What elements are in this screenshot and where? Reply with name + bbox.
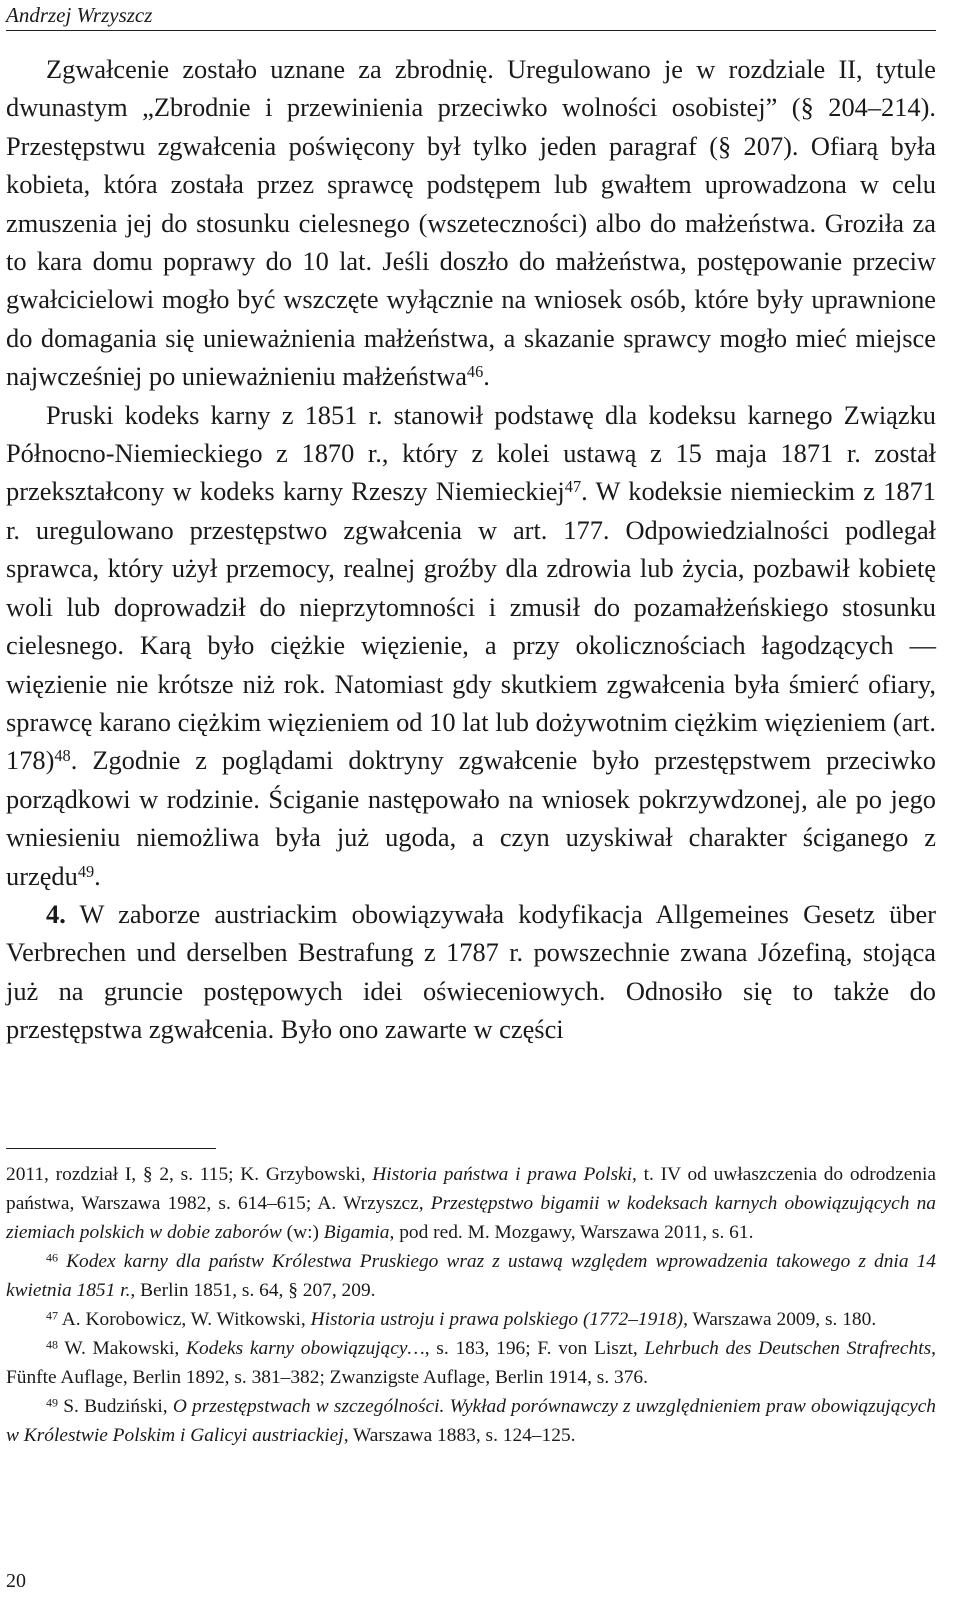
footnote-47 xyxy=(6,1305,936,1334)
footnote-title: Przestępstwo bigamii w kodeksach karnych obowiązujących na ziemiach polskich w dobie zaborów xyxy=(6,1193,936,1243)
footnote-continuation xyxy=(6,1160,936,1247)
paragraph-1 xyxy=(6,50,936,396)
section-number: 4. xyxy=(46,898,66,929)
footnote-ref-48[interactable]: 48 xyxy=(54,746,71,766)
footnote-separator xyxy=(6,1148,216,1149)
paragraph-2-text-a: Pruski kodeks karny z 1851 r. stanowił podstawę dla kodeksu karnego Związku Północno-Niemieckiego z 1870 r., który z kolei ustawą z 15 maja 1871 r. został przekształcony w kodeks karny Rzeszy Niemieckiej xyxy=(6,399,936,507)
footnote-number: 48 xyxy=(46,1337,59,1352)
header-rule xyxy=(6,30,936,31)
paragraph-2-end: . xyxy=(94,860,101,891)
paragraph-3 xyxy=(6,895,936,1049)
footnote-ref-49[interactable]: 49 xyxy=(77,861,95,881)
footnote-text: W. Makowski, xyxy=(58,1338,187,1359)
footnote-title: Historia państwa i prawa Polski xyxy=(372,1164,633,1185)
footnote-text: , Berlin 1851, s. 64, § 207, 209. xyxy=(130,1280,376,1301)
footnote-text: S. Budziński, xyxy=(58,1396,173,1417)
footnote-text: (w:) xyxy=(281,1222,324,1243)
footnote-number: 47 xyxy=(46,1308,59,1323)
paragraph-1-end: . xyxy=(483,361,490,392)
footnote-number: 49 xyxy=(46,1395,59,1410)
footnote-48 xyxy=(6,1334,936,1392)
footnote-49 xyxy=(6,1392,936,1450)
running-header-author: Andrzej Wrzyszcz xyxy=(6,3,153,27)
footnote-text: , pod red. M. Mozgawy, Warszawa 2011, s. 61. xyxy=(389,1222,754,1243)
footnote-ref-47[interactable]: 47 xyxy=(564,477,582,497)
footnote-text: , Fünfte Auflage, Berlin 1892, s. 381–382; Zwanzigste Auflage, Berlin 1914, s. 376. xyxy=(6,1338,937,1388)
footnote-text: , Warszawa 1883, s. 124–125. xyxy=(343,1425,576,1446)
paragraph-2-text-b: . W kodeksie niemieckim z 1871 r. uregulowano przestępstwo zgwałcenia w art. 177. Odpowiedzialności podlegał sprawca, który użył przemocy, realnej groźby dla zdrowia lub życia, pozbawił kobietę woli lub doprowadził do nieprzytomności i zmusił do pozamałżeńskiego stosunku cielesnego. Karą było ciężkie więzienie, a przy okolicznościach łagodzących — więzienie nie krótsze niż rok. Natomiast gdy skutkiem zgwałcenia była śmierć ofiary, sprawcę karano ciężkim więzieniem od 10 lat lub dożywotnim ciężkim więzieniem (art. 178) xyxy=(6,476,936,776)
page-number: 20 xyxy=(6,1570,26,1592)
footnote-title: Kodex karny dla państw Królestwa Pruskiego wraz z ustawą względem wprowadzenia takowego z dnia 14 kwietnia 1851 r. xyxy=(6,1251,936,1301)
paragraph-2-text-c: . Zgodnie z poglądami doktryny zgwałcenie było przestępstwem przeciwko porządkowi w rodzinie. Ściganie następowało na wniosek pokrzywdzonej, ale po jego wniesieniu niemożliwa była już ugoda, a czyn uzyskiwał charakter ściganego z urzędu xyxy=(6,745,936,891)
footnote-title: Kodeks karny obowiązujący… xyxy=(186,1338,425,1359)
paragraph-2 xyxy=(6,396,936,895)
footnote-text: , t. IV od uwłaszczenia do odrodzenia państwa, Warszawa 1982, s. 614–615; A. Wrzyszcz, xyxy=(6,1164,937,1214)
footnote-text: A. Korobowicz, W. Witkowski, xyxy=(58,1309,311,1330)
footnote-title: Lehrbuch des Deutschen Strafrechts xyxy=(644,1338,932,1359)
footnote-title: O przestępstwach w szczególności. Wykład porównawczy z uwzględnieniem praw obowiązujących w Królestwie Polskim i Galicyi austriackiej xyxy=(6,1396,937,1446)
footnote-title: Historia ustroju i prawa polskiego (1772–1918) xyxy=(310,1309,684,1330)
footnote-title: Bigamia xyxy=(323,1222,390,1243)
footnotes xyxy=(6,1160,936,1450)
footnote-text: , Warszawa 2009, s. 180. xyxy=(683,1309,877,1330)
paragraph-3-text: W zaborze austriackim obowiązywała kodyfikacja Allgemeines Gesetz über Verbrechen und derselben Bestrafung z 1787 r. powszechnie zwana Józefiną, stojąca już na gruncie postępowych idei oświeceniowych. Odnosiło się to także do przestępstwa zgwałcenia. Było ono zawarte w części xyxy=(6,898,936,1045)
footnote-text: 2011, rozdział I, § 2, s. 115; K. Grzybowski, xyxy=(6,1164,373,1185)
paragraph-1-text: Zgwałcenie zostało uznane za zbrodnię. Uregulowano je w rozdziale II, tytule dwunastym „Zbrodnie i przewinienia przeciwko wolności osobistej” (§ 204–214). Przestępstwu zgwałcenia poświęcony był tylko jeden paragraf (§ 207). Ofiarą była kobieta, która została przez sprawcę podstępem lub gwałtem uprowadzona w celu zmuszenia jej do stosunku cielesnego (wszeteczności) albo do małżeństwa. Groziła za to kara domu poprawy do 10 lat. Jeśli doszło do małżeństwa, postępowanie przeciw gwałcicielowi mogło być wszczęte wyłącznie na wniosek osób, które były uprawnione do domagania się unieważnienia małżeństwa, a skazanie sprawcy mogło mieć miejsce najwcześniej po unieważnieniu małżeństwa xyxy=(6,54,936,392)
main-text xyxy=(6,50,936,1049)
footnote-ref-46[interactable]: 46 xyxy=(466,362,484,382)
footnote-text: , s. 183, 196; F. von Liszt, xyxy=(424,1338,645,1359)
footnote-number: 46 xyxy=(46,1250,59,1265)
footnote-46 xyxy=(6,1247,936,1305)
